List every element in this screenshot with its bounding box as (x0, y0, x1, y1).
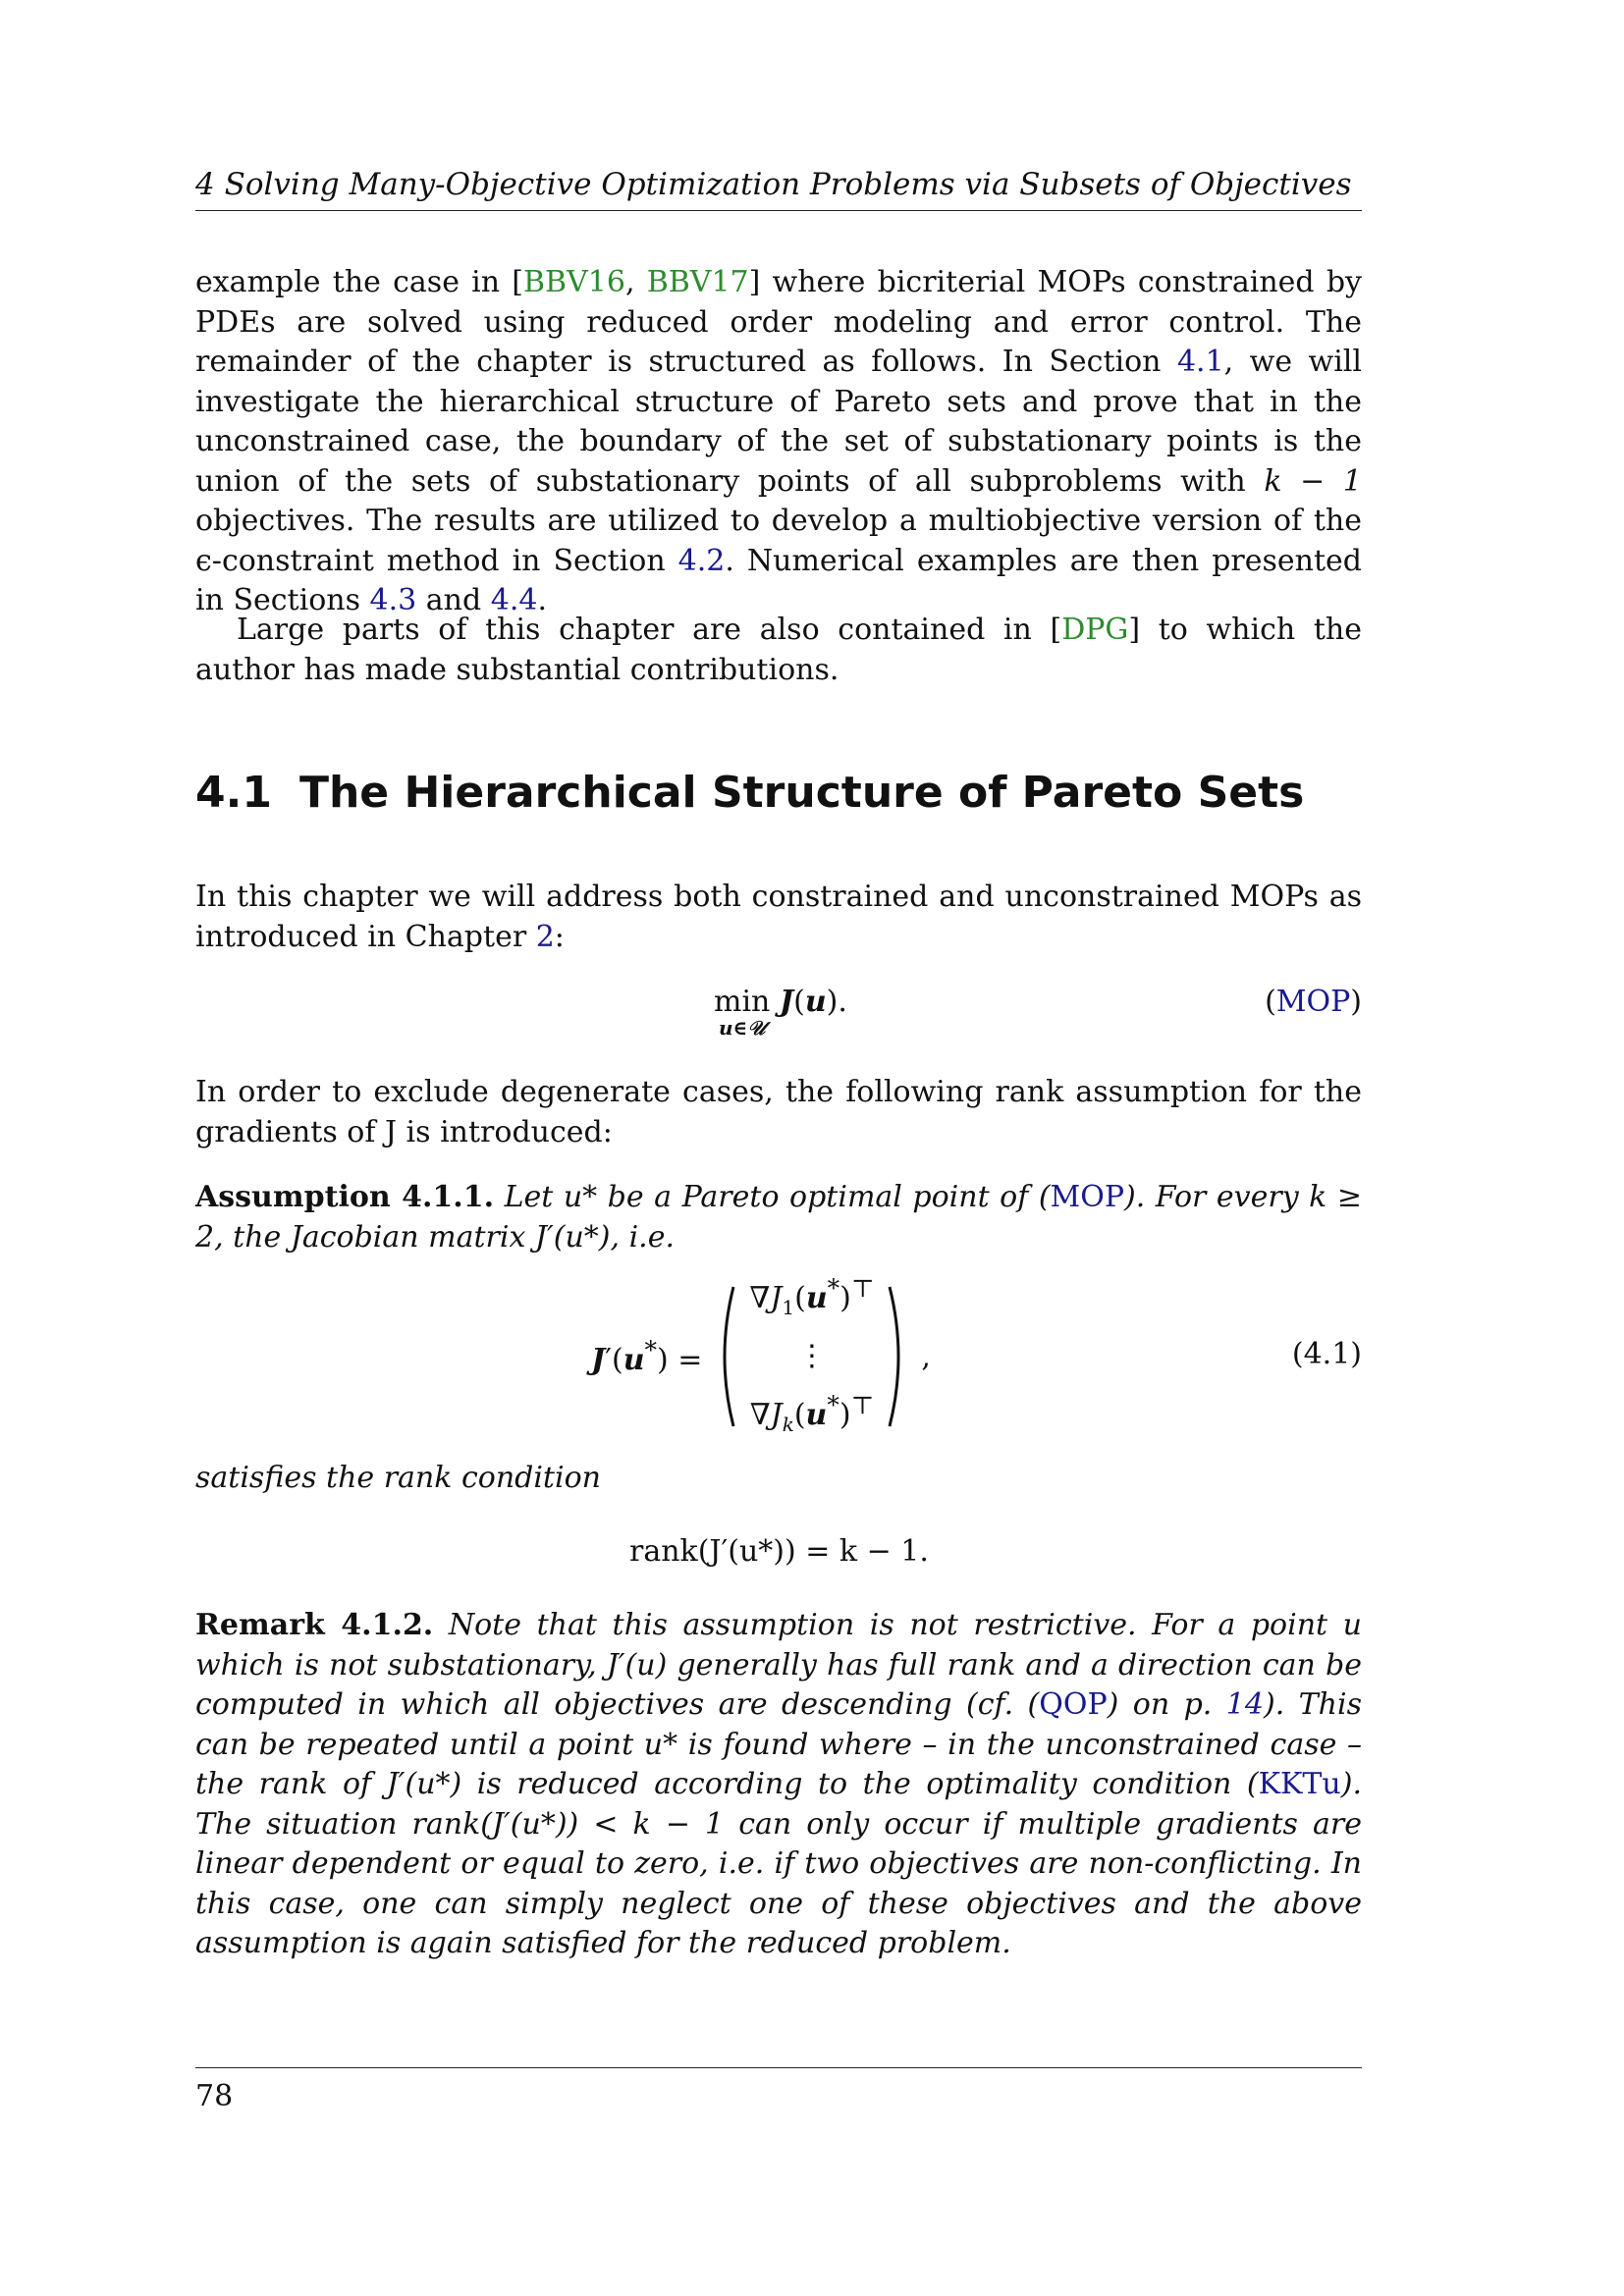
equation-rank: rank(J′(u*)) = k − 1. (629, 1534, 929, 1569)
section-link[interactable]: 4.2 (677, 543, 726, 578)
section-link[interactable]: 4.4 (490, 583, 538, 617)
equation-jacobian: J′(u*) = $\nabla J_1(u^*)^⊤$ ⋮ $\nabla J_k(u^*)^⊤$ , (4.1) (591, 1274, 1362, 1436)
header-rule (195, 210, 1362, 211)
page-number: 78 (195, 2079, 234, 2113)
contribution-paragraph: Large parts of this chapter are also contained in [DPG] to which the author has made substantial contributions. (195, 613, 1362, 687)
section-link[interactable]: 4.1 (1176, 345, 1224, 379)
citation-link[interactable]: BBV16 (523, 265, 625, 299)
footer-rule (195, 2067, 1362, 2068)
equation-link[interactable]: MOP (1275, 985, 1351, 1019)
assumption-block: Assumption 4.1.1. Let u* be a Pareto optimal point of (MOP). For every k ≥ 2, the Jacobian matrix J′(u*), i.e. (195, 1180, 1363, 1255)
rank-condition-text: satisfies the rank condition (195, 1461, 601, 1495)
equation-link[interactable]: KKTu (1258, 1767, 1341, 1801)
section-link[interactable]: 4.3 (369, 583, 417, 617)
citation-link[interactable]: DPG (1061, 613, 1129, 647)
equation-mop: min u∈𝒰 J(u). (MOP) (714, 985, 1362, 1040)
remark-block: Remark 4.1.2. Note that this assumption is not restrictive. For a point u which is not substationary, J′(u) generally has full rank and a direction can be computed in which all objectives are descending (cf. (QOP) on p. 14). This can be repeated until a point u* is found where – in the unconstrained case – the rank of J′(u*) is reduced according to the optimality condition (KKTu). The situation rank(J′(u*)) < k − 1 can only occur if multiple gradients are linear dependent or equal to zero, i.e. if two objectives are non-conflicting. In this case, one can simply neglect one of these objectives and the above assumption is again satisfied for the reduced problem. (195, 1608, 1362, 1960)
page-link[interactable]: 14 (1225, 1687, 1264, 1722)
section-heading: 4.1 The Hierarchical Structure of Pareto Sets (195, 768, 1305, 818)
intro-paragraph: example the case in [BBV16, BBV17] where bicriterial MOPs constrained by PDEs are solved using reduced order modeling and error control. The remainder of the chapter is structured as follows. In Section 4.1, we will investigate the hierarchical structure of Pareto sets and prove that in the unconstrained case, the boundary of the set of substationary points is the union of the sets of substationary points of all subproblems with k − 1 objectives. The results are utilized to develop a multiobjective version of the ϵ-constraint method in Section 4.2. Numerical examples are then presented in Sections 4.3 and 4.4. (195, 265, 1362, 617)
equation-link[interactable]: MOP (1050, 1180, 1125, 1214)
rank-intro-paragraph: In order to exclude degenerate cases, the following rank assumption for the gradients of J is introduced: (195, 1075, 1362, 1149)
running-header: 4 Solving Many-Objective Optimization Problems via Subsets of Objectives (195, 167, 1352, 202)
left-paren-icon (712, 1283, 737, 1430)
equation-link[interactable]: QOP (1039, 1687, 1108, 1722)
right-paren-icon (886, 1283, 911, 1430)
chapter-intro-paragraph: In this chapter we will address both constrained and unconstrained MOPs as introduced in Chapter 2: (195, 880, 1362, 954)
chapter-link[interactable]: 2 (535, 919, 555, 954)
citation-link[interactable]: BBV17 (646, 265, 749, 299)
